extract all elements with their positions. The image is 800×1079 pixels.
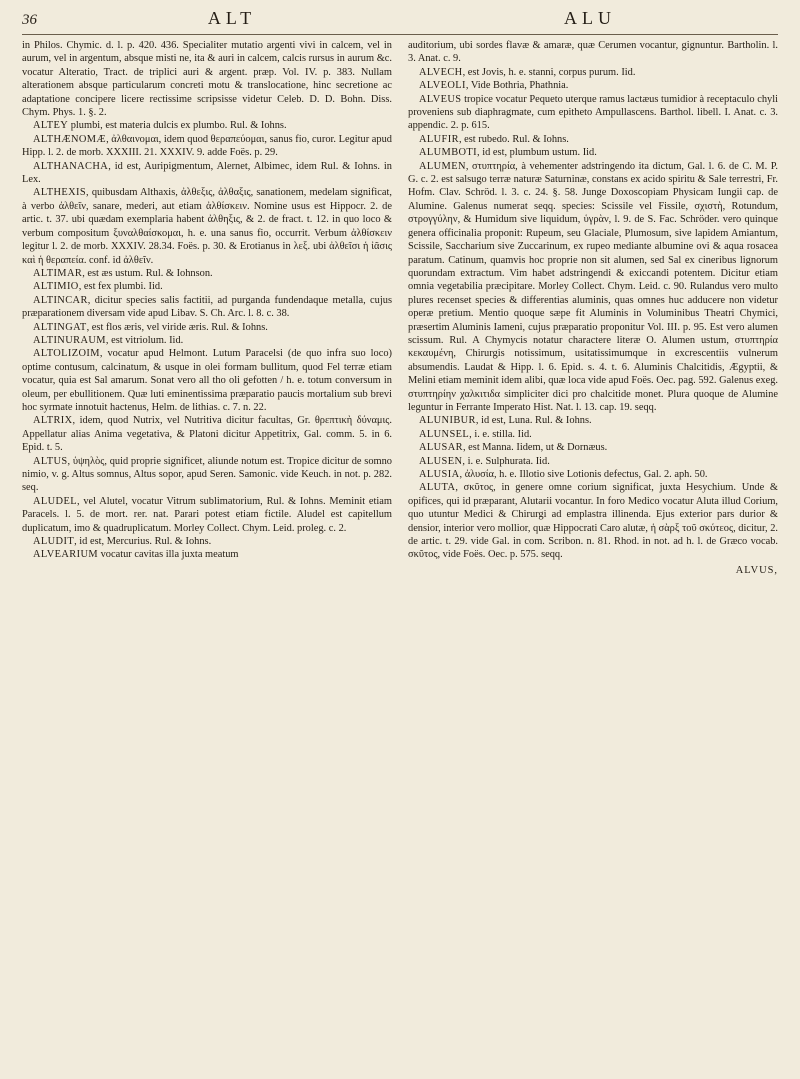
dictionary-entry	[22, 119, 392, 132]
dictionary-entry	[22, 347, 392, 414]
text-columns	[22, 39, 778, 1069]
entry-headword: ALTOLIZOIM	[33, 348, 100, 360]
entry-text: , Vide Bothria, Phathnia.	[465, 80, 569, 92]
entry-headword: ALUSIA	[419, 469, 460, 480]
dictionary-entry	[408, 93, 778, 133]
entry-headword: ALTHEXIS	[33, 187, 87, 199]
dictionary-entry	[22, 455, 392, 495]
dictionary-entry	[22, 321, 392, 334]
right-column	[408, 39, 778, 1069]
catchword: ALVUS,	[735, 564, 778, 576]
entry-text: , id est, plumbum ustum. Iid.	[477, 147, 597, 159]
dictionary-entry	[408, 160, 778, 415]
dictionary-entry	[408, 441, 778, 454]
right-running-head: ALU	[564, 8, 616, 28]
dictionary-entry	[408, 428, 778, 441]
dictionary-entry	[408, 79, 778, 92]
dictionary-entry	[22, 334, 392, 347]
entry-headword: ALUDEL	[33, 495, 77, 507]
entry-headword: ALUDIT	[33, 536, 75, 548]
entry-text: , στυπτηρία, à vehementer adstringendo ita dictum, Gal. l. 6. de C. M. P. G. c. 2. est salsugo terræ naturæ Saturninæ, constans ex acido spiritu & Sale terrestri, Fr. Hofm. Clav. Schröd. l. 3. c. 24. §. 58. Junge Doxoscopiam Physicam Iungii cap. de Alumine. Galenus numerat seqq. species: Scissile vel Fissile, σχιστὴ, Rotundum, στρογγύλην, & Humidum sive liquidum, ὑγρὰν, l. 9. de S. Fac. Schröder. vero quinque genera officinalia proponit: Rupeum, seu Glaciale, Plumosum, sive lapidem Amiantum, Scissile, Saccharium sive Zuccarinum, ex rupeo mediante albumine ovi & aqua rosacea paratum. Catinum, quamvis hoc proprie non sit alumen, sed Sal ex cineribus lignorum quorundam extractum. Vim habet adstringendi & exiccandi potentem. Dicitur etiam omnia vegetabilia præcipitare. Morley Collect. Chym. Leid. c. 90. Rulandus vero multo plures recenset species & differentias aluminis, quas omnes huc adducere non videtur operæ pretium. Mentio quoque sæpe fit Aluminis in Voluminibus Theatri Chymici, præsertim Aluminis Iameni, cujus præparatio proponitur Vol. III. p. 95. Est vero alumen scissum. Rul. A Chymycis notatur charactere literæ O. Alumen ustum, στυπτηρία κεκαυμένη, Chirurgis notissimum, usitatissimumque in excrescentiis vulnerum absumendis. Laudat & Hipp. l. 6. Epid. s. 4. t. 6. Aluminis Chalcitidis, Ægyptii, & Melini etiam meminit idem alibi, quæ loca vide apud Foës. Oec. pag. 592. Galenus exeg. στυπτηρίην χαλκιτιδα simpliciter dici pro chalcitide monet. Plura quoque de Alumine leguntur in Ferrante Imperato Hist. Nat. l. 13. cap. 19. seqq.	[408, 160, 778, 413]
dictionary-entry	[22, 294, 392, 321]
entry-text: , est vitriolum. Iid.	[105, 334, 184, 346]
entry-headword: ALTIMIO	[33, 281, 79, 293]
entry-text: , quibusdam Althaxis, ἀλθεξις, ἀλθαξις, sanationem, medelam significat, à verbo ἀλθεῖν, sanare, mederi, aut etiam ἀλθίσκειν. Nomine usus est Hippocr. 2. de artic. t. 37. ubi quædam exemplaria habent ἀλθηξις, & 2. de fract. t. 12. in quo loco & verbum compositum ξυναλθαίσκομαι, h. e. una sanus fio, occurrit. Verbum ἀλθίσκειν legitur l. 2. de morb. XXXIV. 28.34. Foës. p. 30. & Erotianus in λεξ. ubi ἀλθεῖσι ἡ ἰᾶσις καὶ ἡ θεραπεία. conf. id ἀλθεῖν.	[22, 187, 392, 266]
entry-text: , est fex plumbi. Iid.	[78, 281, 163, 293]
dictionary-entry	[408, 66, 778, 79]
dictionary-entry	[408, 481, 778, 561]
page-number: 36	[22, 12, 37, 28]
entry-text: , ἀλυσία, h. e. Illotio sive Lotionis defectus, Gal. 2. aph. 50.	[459, 469, 708, 480]
entry-headword: ALUTA	[419, 482, 456, 494]
dictionary-entry	[22, 548, 392, 561]
entry-headword: ALTRIX	[33, 415, 73, 427]
dictionary-entry	[22, 186, 392, 266]
entry-text: tropice vocatur Pequeto uterque ramus lactæus tumidior à receptaculo chyli proveniens sub diaphragmate, cum epitheto Ampullascens. Barthol. libell. I. Anat. c. 3. appendic. 2. p. 615.	[408, 93, 778, 132]
entry-headword: ALTHÆNOMÆ	[33, 133, 107, 145]
entry-headword: ALUFIR	[419, 133, 459, 145]
dictionary-entry	[22, 535, 392, 548]
entry-text: plumbi, est materia dulcis ex plumbo. Rul. & Iohns.	[68, 120, 287, 132]
dictionary-entry	[22, 414, 392, 454]
entry-text: , id est, Auripigmentum, Alernet, Albimec, idem Rul. & Iohns. in Lex.	[22, 160, 392, 186]
left-running-head: ALT	[207, 8, 257, 28]
entry-text: , est Jovis, h. e. stanni, corpus purum. Iid.	[462, 66, 636, 78]
left-column	[22, 39, 392, 1069]
entry-headword: ALVEOLI	[419, 80, 466, 92]
entry-text: , dicitur species salis factitii, ad purganda fundendaque metalla, cujus præparationem diversam vide apud Libav. S. Ch. Arc. l. 8. c. 38.	[22, 294, 392, 320]
dictionary-entry	[408, 146, 778, 159]
running-header	[22, 8, 778, 35]
entry-text: , id est, Luna. Rul. & Iohns.	[475, 415, 592, 427]
entry-text: , idem, quod Nutrix, vel Nutritiva dicitur facultas, Gr. θρεπτικὴ δύναμις. Appellatur alias Anima vegetativa, & Platoni dicitur Appetitrix, Gal. comm. 5. in 6. Epid. t. 5.	[22, 415, 392, 454]
entry-text: , ὑψηλὸς, quid proprie significet, aliunde notum est. Tropice dicitur de somno nimio, v. g. Altus somnus, Altus sopor, apud Seren. Samonic. vide Keuch. in not. p. 282. seq.	[22, 455, 392, 494]
dictionary-entry	[408, 39, 778, 66]
entry-text: , est flos æris, vel viride æris. Rul. & Iohns.	[86, 321, 268, 333]
entry-headword: ALUNSEL	[419, 428, 470, 440]
entry-headword: ALTINCAR	[33, 294, 88, 306]
entry-headword: ALUMBOTI	[419, 147, 478, 159]
entry-text: vocatur cavitas illa juxta meatum	[97, 549, 239, 561]
entry-headword: ALUMEN	[419, 160, 466, 172]
dictionary-entry	[22, 39, 392, 119]
entry-text: , i. e. Sulphurata. Iid.	[462, 455, 550, 467]
entry-headword: ALVEUS	[419, 93, 462, 105]
dictionary-entry	[22, 160, 392, 187]
entry-text: , vocatur apud Helmont. Lutum Paracelsi (de quo infra suo loco) optime contusum, calcinatum, & usque in olei formam bullitum, quod Fel terræ etiam vocatur, quia est Sal amarum. Sonat vero all tho oli gefotten / h. e. totum conversum in oleum, per ebullitionem. Quæ luti eminentissima præparatio paucis mortalium sub brevi hoc syrmate innotuit hactenus, Helm. de lithias. c. 7. n. 22.	[22, 348, 392, 413]
entry-text: auditorium, ubi sordes flavæ & amaræ, quæ Cerumen vocantur, gignuntur. Bartholin. l. 3. Anat. c. 9.	[408, 40, 778, 65]
entry-headword: ALTEY	[33, 120, 69, 132]
entry-headword: ALTINGAT	[33, 321, 87, 333]
entry-text: , vel Alutel, vocatur Vitrum sublimatorium, Rul. & Iohns. Meminit etiam Paracels. l. 5. de mort. rer. nat. Parari potest etiam fictile. Aludel est capitellum duplicatum, imo & quadruplicatum. Morley Collect. Chym. Leid. proleg. c. 2.	[22, 495, 392, 534]
entry-headword: ALUNIBUR	[419, 415, 476, 427]
right-column-entries	[408, 39, 778, 562]
dictionary-entry	[408, 133, 778, 146]
dictionary-entry	[22, 495, 392, 535]
dictionary-entry	[408, 468, 778, 481]
entry-headword: ALTINURAUM	[33, 334, 106, 346]
dictionary-entry	[408, 414, 778, 427]
entry-text: , ἀλθαινομαι, idem quod θεραπεύομαι, sanus fio, curor. Legitur apud Hipp. l. 2. de morb. XXXIII. 21. XXXIV. 9. adde Foës. p. 29.	[22, 133, 392, 159]
dictionary-entry	[22, 133, 392, 160]
entry-headword: ALUSEN	[419, 455, 463, 467]
entry-headword: ALUSAR	[419, 442, 463, 454]
entry-headword: ALVECH	[419, 66, 463, 78]
entry-headword: ALTUS	[33, 455, 68, 467]
dictionary-entry	[408, 455, 778, 468]
entry-text: , id est, Mercurius. Rul. & Iohns.	[74, 536, 212, 548]
dictionary-entry	[22, 267, 392, 280]
entry-headword: ALVEARIUM	[33, 549, 98, 561]
entry-headword: ALTHANACHA	[33, 160, 109, 172]
entry-text: , est rubedo. Rul. & Iohns.	[458, 133, 569, 145]
entry-text: , i. e. stilla. Iid.	[469, 428, 532, 440]
entry-text: , est Manna. Iidem, ut & Dornæus.	[462, 442, 608, 454]
dictionary-entry	[22, 280, 392, 293]
entry-headword: ALTIMAR	[33, 267, 83, 279]
entry-text: , est æs ustum. Rul. & Iohnson.	[82, 267, 213, 279]
entry-text: , σκῦτος, in genere omne corium significat, juxta Hesychium. Unde & opifices, qui id præparant, Alutarii vocantur. In foro Medico vocatur Aluta illud Corium, quo utuntur Medici & Chirurgi ad emplastra illinenda. Ejus exterior pars durior & densior, interior vero mollior, quæ Hippocrati Caro alutæ, ἡ σὰρξ τοῦ σκύτεος, dicitur, 2. de artic. t. 29. vide Gal. in com. Scribon. n. 81. Rhod. in not. ad h. l. de Græco vocab. σκῦτος, vide Foës. Oec. p. 575. seqq.	[408, 482, 778, 561]
entry-text: in Philos. Chymic. d. l. p. 420. 436. Specialiter mutatio argenti vivi in calcem, vel in aurum, vel in argentum, absque misti ne, ita & auri in calcem, calcis rursus in aurum &c. vocatur Alteratio, Tract. de triplici auri & argent. præp. Vol. IV. p. 383. Nullam alterationem absque particularum concreti motu & translocatione, hinc secretione ac adaptatione concipere licere rectissime scripsisse videtur Celeb. D. D. Bohn. Diss. Chym. Phys. 1. §. 2.	[22, 40, 392, 119]
